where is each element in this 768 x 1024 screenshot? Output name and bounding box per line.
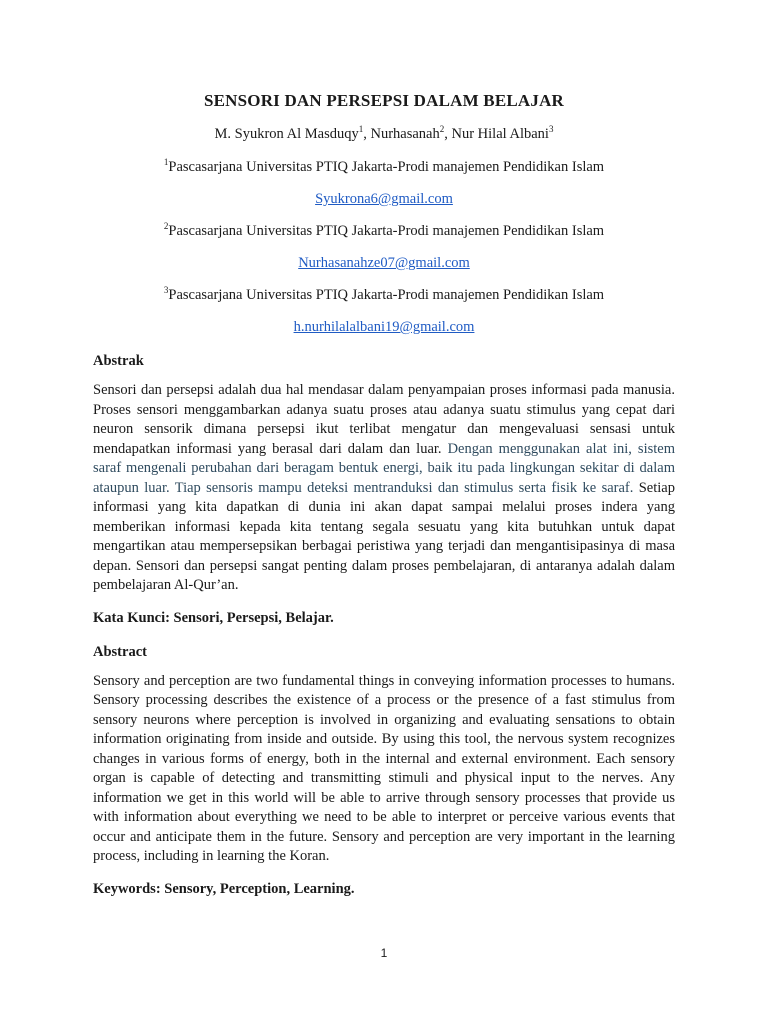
- author-2-sup: 2: [439, 124, 445, 135]
- email-3: [93, 317, 675, 337]
- affiliation-2: [93, 221, 675, 241]
- affiliation-2-text: Pascasarjana Universitas PTIQ Jakarta-Prodi manajemen Pendidikan Islam: [168, 223, 605, 239]
- author-3-sup: 3: [548, 124, 554, 135]
- author-separator: ,: [363, 126, 371, 142]
- abstrak-highlighted-text: Dengan menggunakan alat ini, sistem saraf mengenali perubahan dari beragam bentuk energi, baik itu pada lingkungan sekitar di dalam ataupun luar. Tiap sensoris mampu deteksi mentranduksi dan stimulus serta fisik ke saraf.: [93, 440, 675, 496]
- paper-title: SENSORI DAN PERSEPSI DALAM BELAJAR: [203, 91, 565, 110]
- abstrak-text-part2: Setiap informasi yang kita dapatkan di dunia ini akan dapat sampai melalui proses indera yang memberikan informasi kepada kita tentang segala sesuatu yang kita butuhkan untuk dapat mengartikan atau mempersepsikan berbagai peristiwa yang terjadi dan mengantisipasinya di masa depan. Sensori dan persepsi sangat penting dalam proses pembelajaran, di antaranya adalah dalam pembelajaran Al-Qur’an.: [93, 479, 675, 593]
- email-link-2[interactable]: Nurhasanahze07@gmail.com: [298, 255, 470, 271]
- abstract-paragraph: Sensory and perception are two fundamental things in conveying information processes to humans. Sensory processing describes the existence of a process or the presence of a fast stimulus from sensory neurons where perception is involved in organizing and evaluating sensations to obtain information originating from inside and outside. By using this tool, the nervous system recognizes changes in various forms of energy, both in the internal and external environment. Each sensory organ is capable of detecting and transmitting stimuli and physical input to the nerves. Any information we get in this world will be able to arrive through sensory processes that provide us with information about everything we need to be able to interpret or perceive various events that occur and anticipate them in the future. Sensory and perception are very important in the learning process, including in learning the Koran.: [93, 672, 675, 864]
- affiliation-3: [93, 285, 675, 305]
- abstrak-text-part1: Sensori dan persepsi adalah dua hal mendasar dalam penyampaian proses informasi pada manusia. Proses sensori menggambarkan adanya suatu proses atau adanya suatu stimulus yang cepat dari neuron sensorik dimana persepsi ikut terlibat mengatur dan mengevaluasi sensasi untuk mendapatkan informasi yang berasal dari dalam dan luar.: [93, 382, 675, 457]
- kata-kunci: Kata Kunci: Sensori, Persepsi, Belajar.: [93, 609, 334, 626]
- email-link-1[interactable]: Syukrona6@gmail.com: [315, 191, 453, 207]
- affiliation-2-sup: 2: [163, 221, 169, 232]
- affiliation-1: [93, 157, 675, 177]
- author-separator: ,: [444, 126, 452, 142]
- abstrak-heading: Abstrak: [93, 353, 144, 369]
- affiliation-1-sup: 1: [163, 157, 169, 168]
- email-2: [93, 253, 675, 273]
- author-line: [93, 124, 675, 144]
- document-page: [93, 84, 675, 899]
- affiliation-3-sup: 3: [163, 285, 169, 296]
- email-1: [93, 189, 675, 209]
- email-link-3[interactable]: h.nurhilalalbani19@gmail.com: [293, 319, 475, 335]
- abstract-heading: Abstract: [93, 643, 147, 660]
- page-number: 1: [380, 946, 388, 960]
- abstrak-paragraph: [93, 381, 675, 596]
- author-3: Nur Hilal Albani: [451, 126, 549, 142]
- author-2: Nurhasanah: [370, 126, 440, 142]
- author-1: M. Syukron Al Masduqy: [214, 126, 359, 142]
- affiliation-1-text: Pascasarjana Universitas PTIQ Jakarta-Prodi manajemen Pendidikan Islam: [168, 159, 605, 175]
- keywords: Keywords: Sensory, Perception, Learning.: [93, 880, 355, 897]
- author-1-sup: 1: [358, 124, 364, 135]
- affiliation-3-text: Pascasarjana Universitas PTIQ Jakarta-Prodi manajemen Pendidikan Islam: [168, 287, 605, 303]
